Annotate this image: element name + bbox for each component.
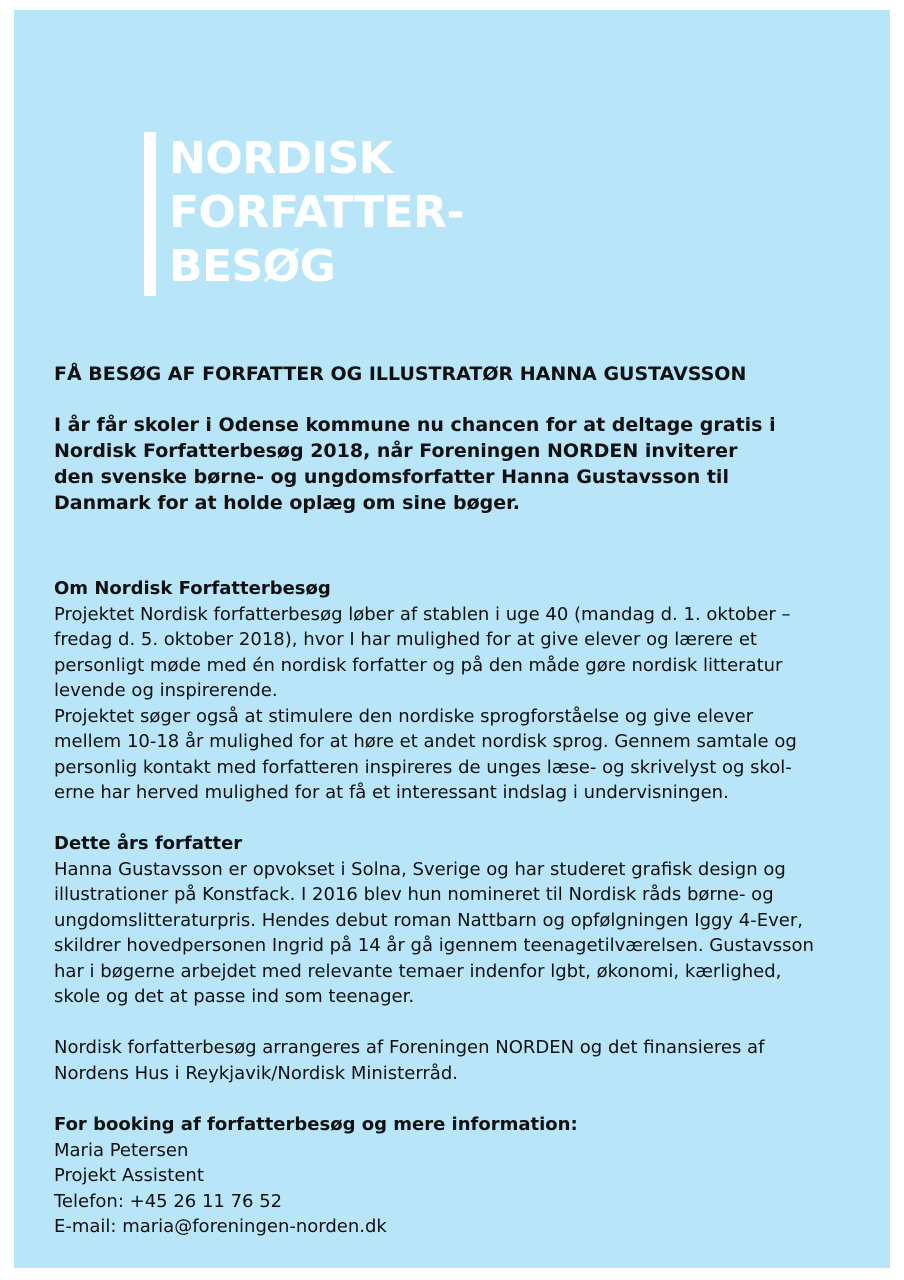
text-line: Nordens Hus i Reykjavik/Nordisk Ministerråd. <box>54 1062 458 1084</box>
lead-paragraph <box>54 412 834 516</box>
contact-name: Maria Petersen <box>54 1139 189 1161</box>
text-line: personligt møde med én nordisk forfatter og på den måde gøre nordisk litteratur <box>54 654 783 676</box>
lead-line: I år får skoler i Odense kommune nu chancen for at deltage gratis i <box>54 414 776 436</box>
text-line: fredag d. 5. oktober 2018), hvor I har mulighed for at give elever og lærere et <box>54 629 757 650</box>
poster-title <box>144 132 464 296</box>
poster <box>14 10 890 1268</box>
text-line: personlig kontakt med forfatteren inspireres de unges læse- og skrivelyst og skol- <box>54 756 792 778</box>
text-line: har i bøgerne arbejdet med relevante temaer indenfor lgbt, økonomi, kærlighed, <box>54 960 782 982</box>
contact-heading: For booking af forfatterbesøg og mere information: <box>54 1114 578 1135</box>
title-line-2: FORFATTER- <box>169 187 465 238</box>
title-line-1: NORDISK <box>169 133 393 184</box>
text-line: Hanna Gustavsson er opvokset i Solna, Sverige og har studeret grafisk design og <box>54 858 786 880</box>
text-line: Nordisk forfatterbesøg arrangeres af Foreningen NORDEN og det finansieres af <box>54 1037 765 1058</box>
about-paragraph-1 <box>54 602 854 704</box>
author-paragraph <box>54 857 854 1010</box>
text-line: ungdomslitteraturpris. Hendes debut roman Nattbarn og opfølgningen Iggy 4-Ever, <box>54 909 803 931</box>
contact-details <box>54 1138 854 1240</box>
text-line: mellem 10-18 år mulighed for at høre et andet nordisk sprog. Gennem samtale og <box>54 731 797 752</box>
contact-email: E-mail: maria@foreningen-norden.dk <box>54 1216 387 1237</box>
main-heading: FÅ BESØG AF FORFATTER OG ILLUSTRATØR HANNA GUSTAVSSON <box>54 363 747 385</box>
text-line: levende og inspirerende. <box>54 680 278 701</box>
about-paragraph-2 <box>54 704 854 806</box>
text-line: illustrationer på Konstfack. I 2016 blev hun nomineret til Nordisk råds børne- og <box>54 884 774 905</box>
funding-section <box>54 1035 854 1086</box>
author-heading: Dette års forfatter <box>54 833 243 854</box>
title-line-3: BESØG <box>169 241 336 292</box>
text-line: Projektet søger også at stimulere den nordiske sprogforståelse og give elever <box>54 705 754 727</box>
about-section <box>54 576 854 806</box>
text-line: skildrer hovedpersonen Ingrid på 14 år gå igennem teenagetilværelsen. Gustavsson <box>54 935 814 956</box>
contact-role: Projekt Assistent <box>54 1165 204 1186</box>
text-line: erne har herved mulighed for at få et interessant indslag i undervisningen. <box>54 782 729 803</box>
lead-line: Danmark for at holde oplæg om sine bøger. <box>54 492 521 514</box>
funding-paragraph <box>54 1035 854 1086</box>
lead-line: Nordisk Forfatterbesøg 2018, når Foreningen NORDEN inviterer <box>54 440 738 462</box>
text-line: Projektet Nordisk forfatterbesøg løber af stablen i uge 40 (mandag d. 1. oktober – <box>54 603 791 625</box>
contact-phone: Telefon: +45 26 11 76 52 <box>54 1190 283 1212</box>
author-section <box>54 831 854 1010</box>
contact-section <box>54 1112 854 1240</box>
lead-line: den svenske børne- og ungdomsforfatter Hanna Gustavsson til <box>54 466 729 488</box>
about-heading: Om Nordisk Forfatterbesøg <box>54 578 331 599</box>
text-line: skole og det at passe ind som teenager. <box>54 986 415 1007</box>
